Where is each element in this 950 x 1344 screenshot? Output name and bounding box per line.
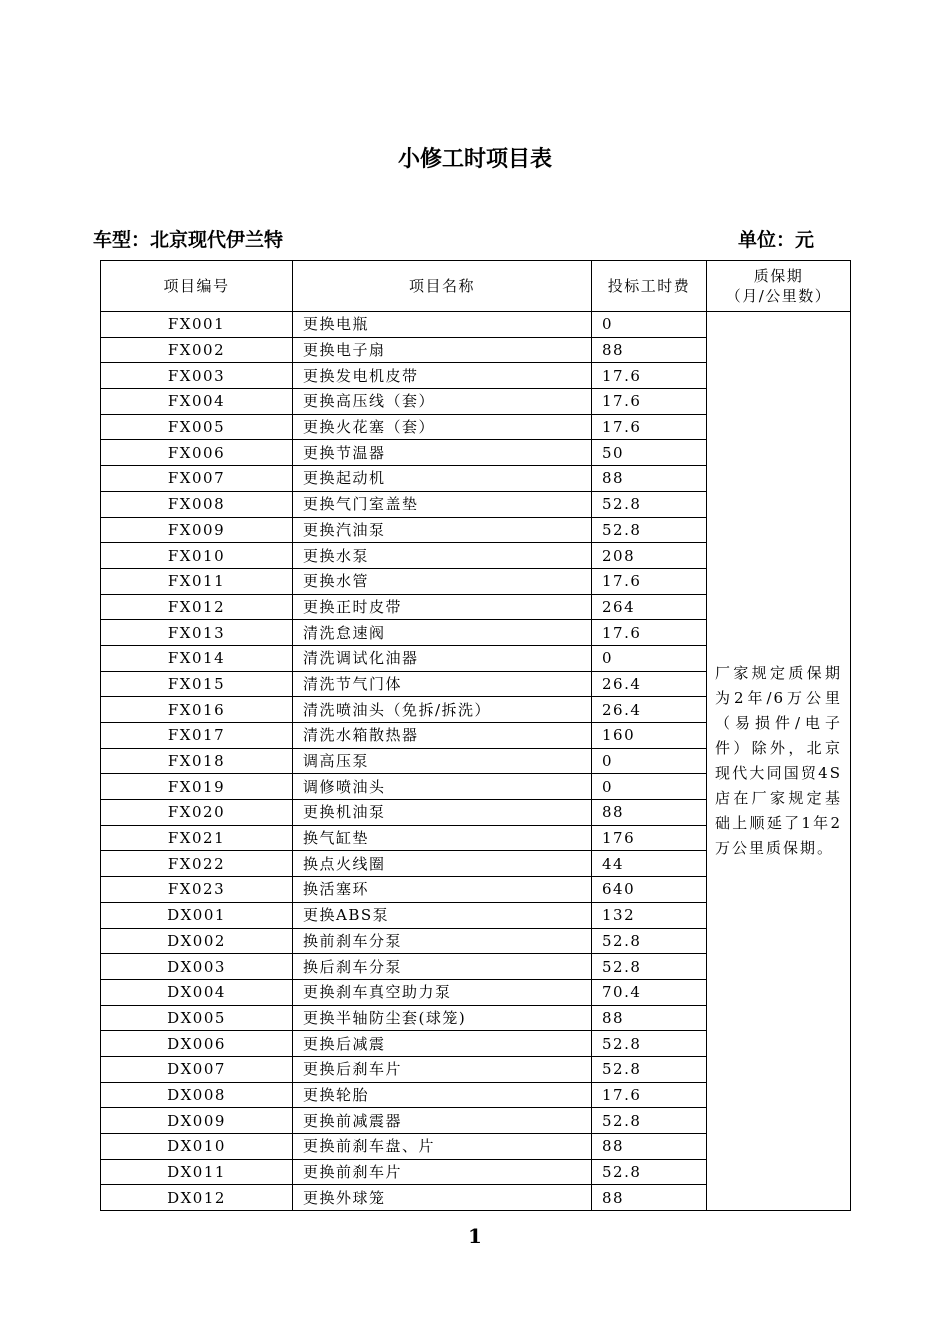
- item-name-cell: 更换前刹车片: [293, 1159, 592, 1185]
- item-code-cell: FX011: [101, 568, 293, 594]
- item-name-cell: 清洗节气门体: [293, 671, 592, 697]
- labor-fee-cell: 17.6: [592, 363, 707, 389]
- item-code-cell: DX004: [101, 979, 293, 1005]
- labor-fee-cell: 88: [592, 337, 707, 363]
- item-name-cell: 更换正时皮带: [293, 594, 592, 620]
- item-code-cell: DX003: [101, 954, 293, 980]
- labor-fee-cell: 88: [592, 466, 707, 492]
- item-name-cell: 换气缸垫: [293, 825, 592, 851]
- unit-label: 单位：元: [738, 229, 815, 251]
- header-item-code: 项目编号: [101, 261, 293, 312]
- item-code-cell: DX011: [101, 1159, 293, 1185]
- labor-fee-cell: 70.4: [592, 979, 707, 1005]
- labor-hours-table: [100, 260, 851, 1211]
- item-name-cell: 清洗喷油头（免拆/拆洗）: [293, 697, 592, 723]
- warranty-note-cell: 厂家规定质保期为2年/6万公里（易损件/电子件）除外，北京现代大同国贸4S店在厂家规定基础上顺延了1年2万公里质保期。: [707, 312, 851, 1211]
- labor-fee-cell: 26.4: [592, 697, 707, 723]
- item-name-cell: 换后刹车分泵: [293, 954, 592, 980]
- labor-fee-cell: 88: [592, 1005, 707, 1031]
- item-code-cell: FX015: [101, 671, 293, 697]
- item-code-cell: FX020: [101, 800, 293, 826]
- labor-fee-cell: 17.6: [592, 414, 707, 440]
- labor-fee-cell: 88: [592, 1185, 707, 1211]
- table-row: [101, 312, 851, 338]
- item-name-cell: 更换后减震: [293, 1031, 592, 1057]
- item-name-cell: 换活塞环: [293, 877, 592, 903]
- item-code-cell: FX018: [101, 748, 293, 774]
- labor-fee-cell: 52.8: [592, 517, 707, 543]
- header-labor-fee: 投标工时费: [592, 261, 707, 312]
- item-name-cell: 更换前刹车盘、片: [293, 1134, 592, 1160]
- item-code-cell: DX005: [101, 1005, 293, 1031]
- labor-fee-cell: 52.8: [592, 1108, 707, 1134]
- item-name-cell: 更换外球笼: [293, 1185, 592, 1211]
- item-code-cell: FX005: [101, 414, 293, 440]
- page-title: 小修工时项目表: [397, 147, 552, 172]
- item-code-cell: DX002: [101, 928, 293, 954]
- vehicle-model-label: 车型：北京现代伊兰特: [93, 229, 284, 251]
- item-name-cell: 调修喷油头: [293, 774, 592, 800]
- item-name-cell: 更换汽油泵: [293, 517, 592, 543]
- item-code-cell: FX019: [101, 774, 293, 800]
- labor-fee-cell: 52.8: [592, 1056, 707, 1082]
- item-code-cell: DX006: [101, 1031, 293, 1057]
- item-name-cell: 更换水泵: [293, 543, 592, 569]
- header-warranty-line2: （月/公里数）: [725, 287, 832, 305]
- item-name-cell: 更换火花塞（套）: [293, 414, 592, 440]
- item-code-cell: FX021: [101, 825, 293, 851]
- item-name-cell: 清洗水箱散热器: [293, 723, 592, 749]
- item-code-cell: FX002: [101, 337, 293, 363]
- item-code-cell: FX004: [101, 389, 293, 415]
- labor-fee-cell: 52.8: [592, 491, 707, 517]
- item-code-cell: DX007: [101, 1056, 293, 1082]
- item-code-cell: FX014: [101, 645, 293, 671]
- labor-fee-cell: 17.6: [592, 1082, 707, 1108]
- table-header-row: [101, 261, 851, 312]
- labor-fee-cell: 52.8: [592, 954, 707, 980]
- item-code-cell: FX016: [101, 697, 293, 723]
- labor-fee-cell: 0: [592, 774, 707, 800]
- item-code-cell: FX022: [101, 851, 293, 877]
- item-name-cell: 更换节温器: [293, 440, 592, 466]
- item-code-cell: DX012: [101, 1185, 293, 1211]
- labor-fee-cell: 0: [592, 748, 707, 774]
- item-name-cell: 更换发电机皮带: [293, 363, 592, 389]
- labor-fee-cell: 52.8: [592, 1031, 707, 1057]
- item-code-cell: FX023: [101, 877, 293, 903]
- item-name-cell: 更换水管: [293, 568, 592, 594]
- item-code-cell: FX010: [101, 543, 293, 569]
- item-code-cell: FX009: [101, 517, 293, 543]
- labor-fee-cell: 17.6: [592, 568, 707, 594]
- item-name-cell: 更换后刹车片: [293, 1056, 592, 1082]
- labor-fee-cell: 52.8: [592, 1159, 707, 1185]
- item-code-cell: FX012: [101, 594, 293, 620]
- item-name-cell: 更换电子扇: [293, 337, 592, 363]
- item-name-cell: 换点火线圈: [293, 851, 592, 877]
- labor-fee-cell: 160: [592, 723, 707, 749]
- labor-fee-cell: 0: [592, 645, 707, 671]
- item-name-cell: 清洗怠速阀: [293, 620, 592, 646]
- labor-fee-cell: 132: [592, 902, 707, 928]
- page-number: 1: [468, 1224, 482, 1248]
- item-code-cell: FX007: [101, 466, 293, 492]
- item-name-cell: 更换电瓶: [293, 312, 592, 338]
- header-item-name: 项目名称: [293, 261, 592, 312]
- header-warranty: [707, 261, 851, 312]
- item-name-cell: 更换机油泵: [293, 800, 592, 826]
- labor-fee-cell: 0: [592, 312, 707, 338]
- item-code-cell: DX010: [101, 1134, 293, 1160]
- item-name-cell: 清洗调试化油器: [293, 645, 592, 671]
- item-name-cell: 更换起动机: [293, 466, 592, 492]
- item-code-cell: FX001: [101, 312, 293, 338]
- item-name-cell: 换前刹车分泵: [293, 928, 592, 954]
- item-code-cell: FX013: [101, 620, 293, 646]
- item-code-cell: DX001: [101, 902, 293, 928]
- labor-fee-cell: 176: [592, 825, 707, 851]
- item-code-cell: FX017: [101, 723, 293, 749]
- item-name-cell: 更换半轴防尘套(球笼): [293, 1005, 592, 1031]
- labor-fee-cell: 264: [592, 594, 707, 620]
- table-body: [101, 312, 851, 1211]
- labor-fee-cell: 88: [592, 1134, 707, 1160]
- item-code-cell: FX006: [101, 440, 293, 466]
- item-name-cell: 更换轮胎: [293, 1082, 592, 1108]
- labor-fee-cell: 17.6: [592, 620, 707, 646]
- item-name-cell: 更换ABS泵: [293, 902, 592, 928]
- item-code-cell: DX009: [101, 1108, 293, 1134]
- labor-fee-cell: 50: [592, 440, 707, 466]
- header-warranty-line1: 质保期: [753, 267, 804, 285]
- labor-fee-cell: 640: [592, 877, 707, 903]
- labor-fee-cell: 44: [592, 851, 707, 877]
- labor-fee-cell: 52.8: [592, 928, 707, 954]
- item-name-cell: 调高压泵: [293, 748, 592, 774]
- item-name-cell: 更换气门室盖垫: [293, 491, 592, 517]
- item-name-cell: 更换刹车真空助力泵: [293, 979, 592, 1005]
- labor-fee-cell: 88: [592, 800, 707, 826]
- item-name-cell: 更换高压线（套）: [293, 389, 592, 415]
- labor-fee-cell: 208: [592, 543, 707, 569]
- labor-fee-cell: 17.6: [592, 389, 707, 415]
- item-name-cell: 更换前减震器: [293, 1108, 592, 1134]
- item-code-cell: FX003: [101, 363, 293, 389]
- item-code-cell: DX008: [101, 1082, 293, 1108]
- item-code-cell: FX008: [101, 491, 293, 517]
- labor-fee-cell: 26.4: [592, 671, 707, 697]
